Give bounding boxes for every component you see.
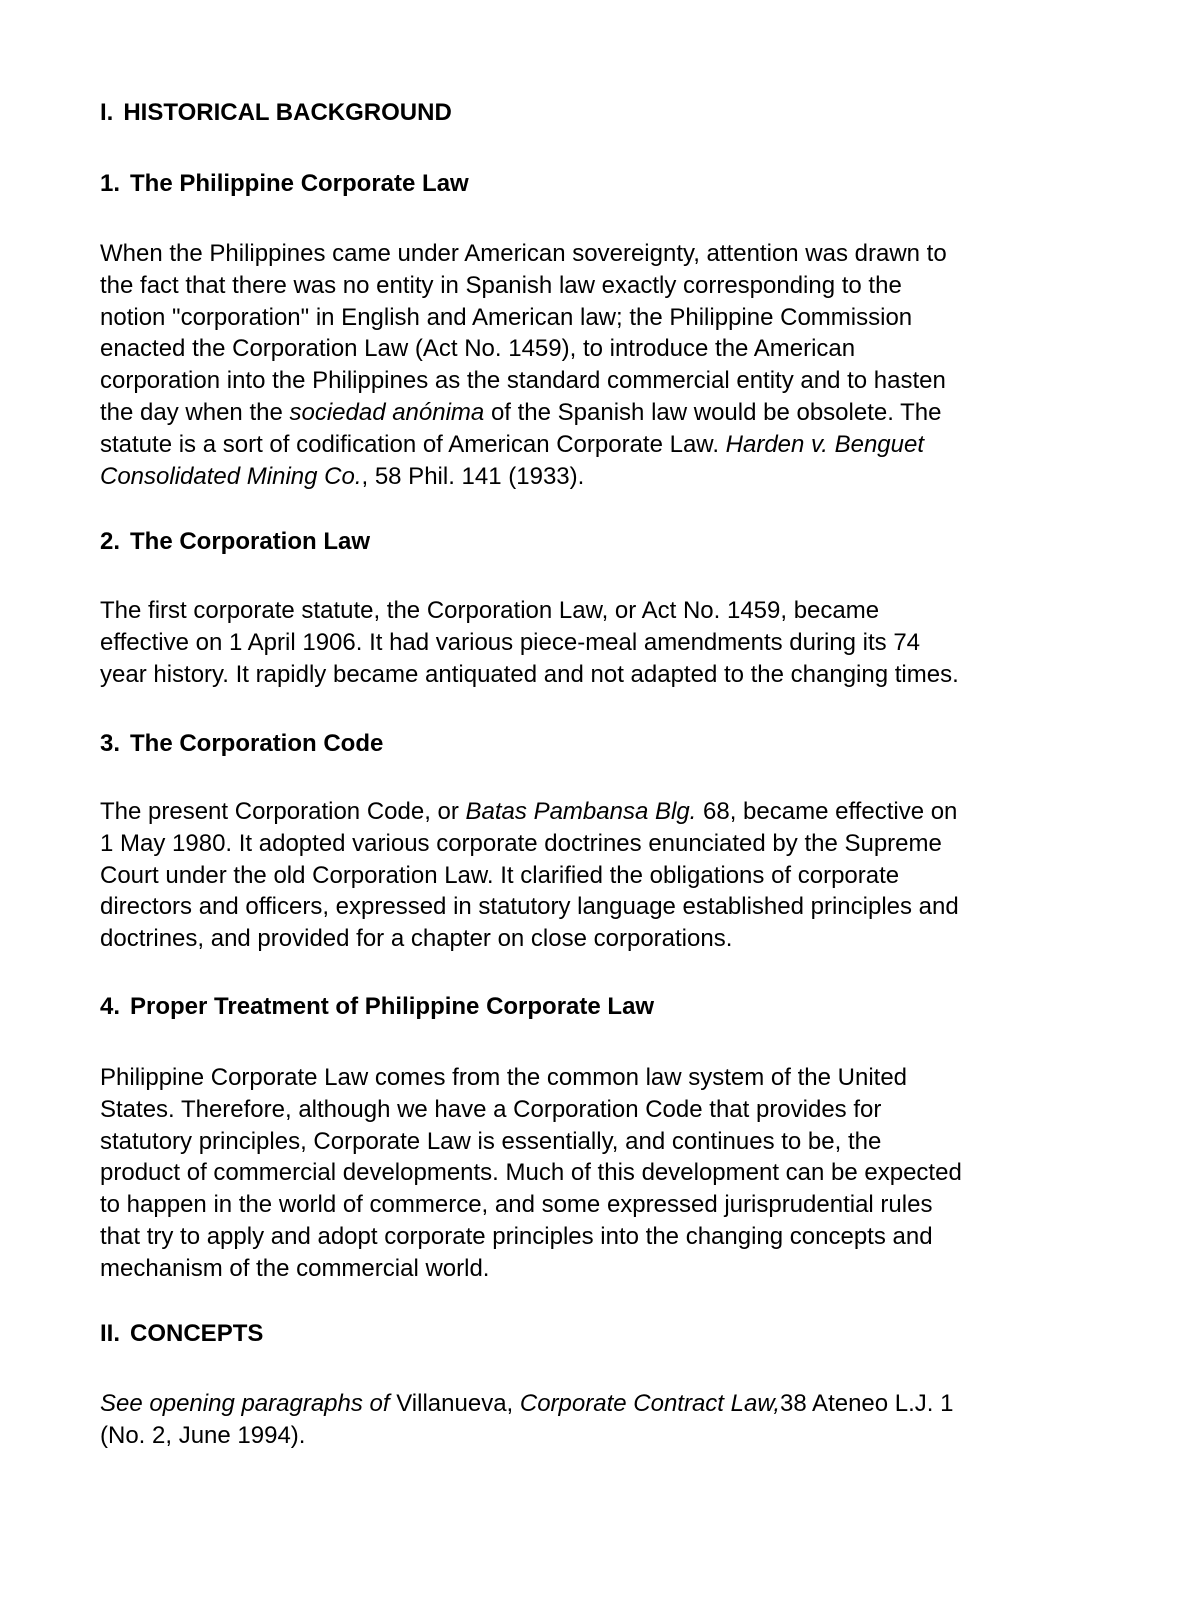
- paragraph-line: effective on 1 April 1906. It had various piece-meal amendments during its 74: [100, 628, 921, 656]
- subsection-title: The Corporation Code: [130, 730, 384, 757]
- section-heading-concepts: [100, 1320, 263, 1348]
- subsection-heading-philippine-corporate-law: [100, 170, 469, 198]
- paragraph-line: notion "corporation" in English and American law; the Philippine Commission: [100, 303, 913, 331]
- subsection-title: Proper Treatment of Philippine Corporate Law: [130, 993, 655, 1020]
- subsection-heading-corporation-law: [100, 528, 370, 556]
- case-citation: Consolidated Mining Co.: [100, 462, 362, 490]
- paragraph-line: mechanism of the commercial world.: [100, 1254, 490, 1282]
- paragraph-line: States. Therefore, although we have a Corporation Code that provides for: [100, 1095, 882, 1123]
- paragraph-line: [100, 397, 1120, 429]
- paragraph-philippine-corporate-law: [100, 238, 1120, 492]
- text-run: , 58 Phil. 141 (1933).: [361, 462, 585, 490]
- subsection-title: The Philippine Corporate Law: [130, 170, 469, 197]
- text-run: the day when the: [100, 398, 290, 426]
- paragraph-line: 1 May 1980. It adopted various corporate doctrines enunciated by the Supreme: [100, 829, 942, 857]
- subsection-number: 3.: [100, 730, 121, 757]
- subsection-heading-corporation-code: [100, 730, 383, 758]
- section-heading-historical-background: [100, 99, 452, 127]
- subsection-number: 2.: [100, 528, 121, 555]
- subsection-heading-proper-treatment: [100, 993, 654, 1021]
- paragraph-line: year history. It rapidly became antiquated and not adapted to the changing times.: [100, 660, 959, 688]
- text-run: of the Spanish law would be obsolete. The: [484, 398, 942, 426]
- subsection-number: 1.: [100, 170, 121, 197]
- paragraph-line: [100, 429, 1120, 461]
- paragraph-line: the fact that there was no entity in Spanish law exactly corresponding to the: [100, 271, 902, 299]
- text-run: 38 Ateneo L.J. 1: [780, 1390, 954, 1417]
- paragraph-line: [100, 796, 1120, 828]
- paragraph-line: Philippine Corporate Law comes from the common law system of the United: [100, 1064, 908, 1091]
- paragraph-line: statutory principles, Corporate Law is essentially, and continues to be, the: [100, 1127, 882, 1155]
- paragraph-line: (No. 2, June 1994).: [100, 1421, 306, 1449]
- paragraph-corporation-law: [100, 595, 1120, 690]
- text-run: Villanueva,: [389, 1390, 520, 1417]
- paragraph-line: corporation into the Philippines as the standard commercial entity and to hasten: [100, 367, 946, 395]
- paragraph-line: directors and officers, expressed in statutory language established principles and: [100, 893, 959, 921]
- italic-term: Batas Pambansa Blg.: [465, 798, 697, 825]
- paragraph-concepts: [100, 1388, 1120, 1452]
- text-run: 68, became effective on: [696, 798, 958, 825]
- section-title: CONCEPTS: [130, 1320, 264, 1347]
- paragraph-line: [100, 461, 1120, 493]
- paragraph-line: When the Philippines came under American sovereignty, attention was drawn to: [100, 240, 947, 267]
- section-number: I.: [100, 99, 114, 126]
- paragraph-proper-treatment: [100, 1062, 1120, 1285]
- paragraph-line: that try to apply and adopt corporate principles into the changing concepts and: [100, 1222, 933, 1250]
- italic-term: sociedad anónima: [289, 398, 485, 426]
- section-title: HISTORICAL BACKGROUND: [123, 99, 452, 126]
- paragraph-corporation-code: [100, 796, 1120, 955]
- paragraph-line: product of commercial developments. Much of this development can be expected: [100, 1159, 962, 1187]
- paragraph-line: enacted the Corporation Law (Act No. 1459), to introduce the American: [100, 335, 856, 363]
- italic-reference: See opening paragraphs of: [100, 1390, 390, 1417]
- subsection-title: The Corporation Law: [130, 528, 371, 555]
- paragraph-line: The first corporate statute, the Corporation Law, or Act No. 1459, became: [100, 597, 880, 624]
- paragraph-line: doctrines, and provided for a chapter on close corporations.: [100, 925, 733, 953]
- paragraph-line: Court under the old Corporation Law. It clarified the obligations of corporate: [100, 861, 900, 889]
- subsection-number: 4.: [100, 993, 121, 1020]
- text-run: The present Corporation Code, or: [100, 798, 466, 825]
- article-title: Corporate Contract Law,: [519, 1390, 781, 1417]
- paragraph-line: to happen in the world of commerce, and some expressed jurisprudential rules: [100, 1191, 933, 1219]
- paragraph-line: [100, 1388, 1120, 1420]
- section-number: II.: [100, 1320, 121, 1347]
- text-run: statute is a sort of codification of American Corporate Law.: [100, 430, 726, 458]
- case-citation: Harden v. Benguet: [725, 430, 925, 458]
